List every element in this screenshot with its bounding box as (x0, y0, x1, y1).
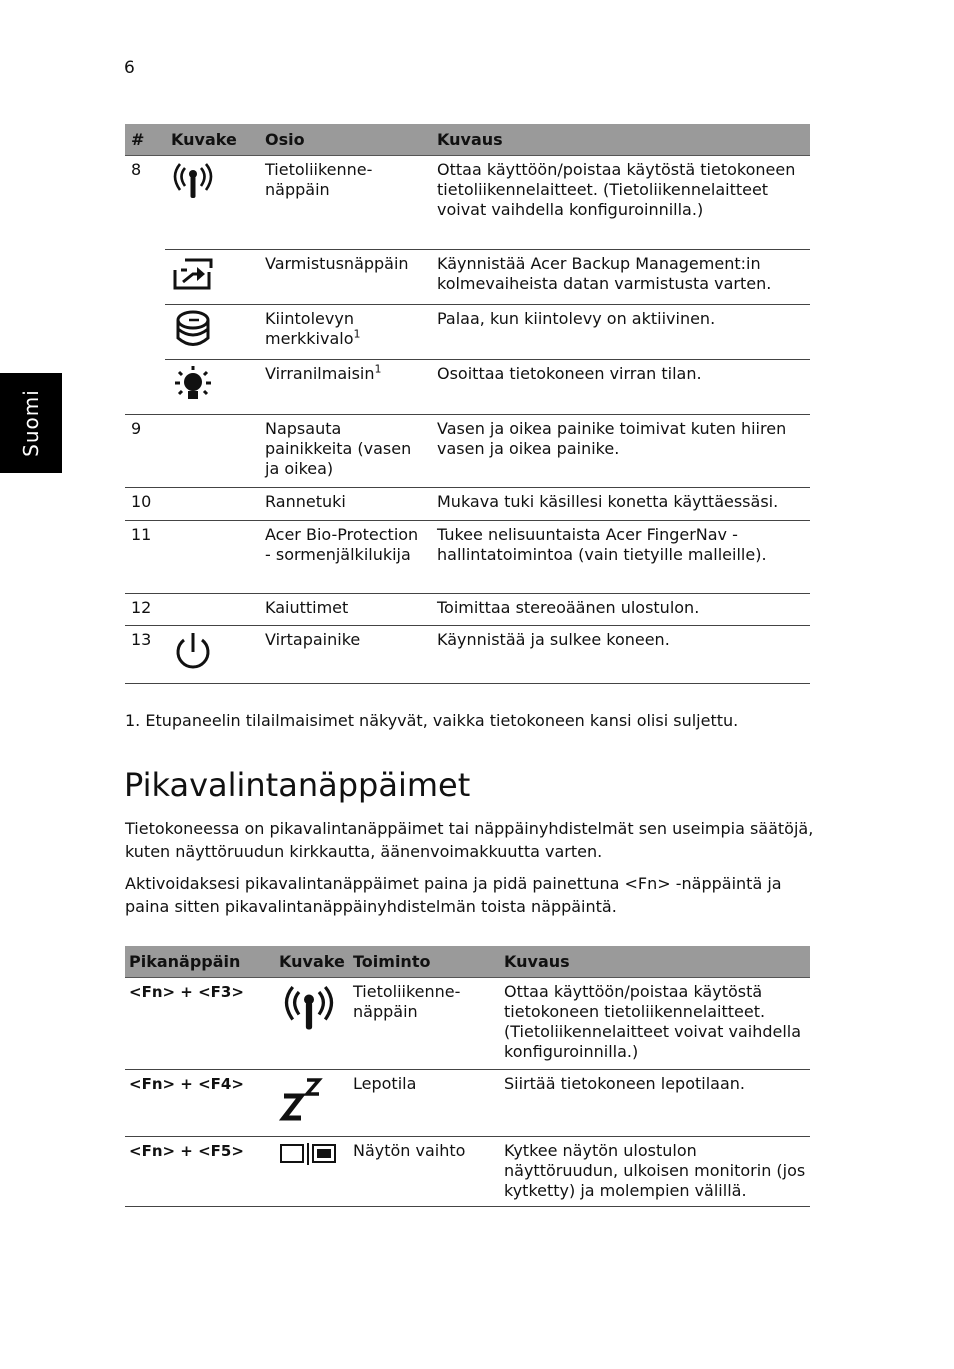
row-name: Napsauta painikkeita (vasen ja oikea) (259, 415, 431, 488)
row-hotkey: <Fn> + <F4> (125, 1070, 275, 1137)
row-icon-cell (165, 488, 259, 521)
power-indicator-icon (171, 364, 215, 404)
row-description: Tukee nelisuuntaista Acer FingerNav -hallintatoimintoa (vain tietyille malleille). (431, 521, 810, 594)
side-tab (0, 373, 62, 473)
row-icon-cell (275, 1070, 349, 1137)
table-row (125, 594, 810, 626)
row-function: Tietoliikenne-näppäin (353, 982, 461, 1021)
row-name-text: Kiintolevyn merkkivalo (265, 309, 354, 348)
hotkeys-table (125, 946, 810, 1207)
row-description: Osoittaa tietokoneen virran tilan. (431, 360, 810, 415)
row-description: Käynnistää Acer Backup Management:in kolmevaiheista datan varmistusta varten. (431, 250, 810, 305)
row-name-text: Virranilmaisin (265, 364, 375, 383)
row-num (125, 250, 165, 305)
table-header-row (125, 946, 810, 978)
power-button-icon (171, 630, 215, 672)
row-description: Käynnistää ja sulkee koneen. (431, 626, 810, 684)
row-icon-cell (165, 521, 259, 594)
table-row (125, 1137, 810, 1207)
hdd-icon (171, 309, 215, 349)
row-icon-cell (165, 250, 259, 305)
row-icon-cell (165, 415, 259, 488)
row-num: 11 (125, 521, 165, 594)
header-icon: Kuvake (165, 124, 259, 156)
table-row (125, 521, 810, 594)
row-name: Kaiuttimet (259, 594, 431, 626)
row-hotkey: <Fn> + <F5> (125, 1137, 275, 1207)
table-row (125, 415, 810, 488)
components-table (125, 124, 810, 684)
sleep-icon (279, 1074, 329, 1126)
row-description: Vasen ja oikea painike toimivat kuten hiiren vasen ja oikea painike. (431, 415, 810, 488)
row-name: Acer Bio-Protection - sormenjälkilukija (259, 521, 431, 594)
row-description: Palaa, kun kiintolevy on aktiivinen. (431, 305, 810, 360)
table-row (125, 156, 810, 250)
row-function: Näytön vaihto (349, 1137, 500, 1207)
paragraph: Tietokoneessa on pikavalintanäppäimet tai näppäinyhdistelmät sen useimpia säätöjä, kuten näyttöruudun kirkkautta, äänenvoimakkuutta varten. (125, 819, 814, 861)
table-row (125, 305, 810, 360)
row-description: Ottaa käyttöön/poistaa käytöstä tietokoneen tietoliikennelaitteet. (Tietoliikennelaitteet voivat vaihdella konfiguroinnilla.) (504, 982, 802, 1061)
row-num: 8 (131, 160, 142, 179)
row-icon-cell (275, 978, 349, 1070)
backup-icon (171, 254, 215, 292)
row-name (259, 305, 431, 360)
row-icon-cell (275, 1137, 349, 1207)
header-description: Kuvaus (500, 946, 810, 978)
row-description: Siirtää tietokoneen lepotilaan. (500, 1070, 810, 1137)
row-icon-cell (165, 156, 259, 250)
footnote-marker: 1 (353, 327, 361, 341)
wireless-icon (279, 982, 339, 1032)
footnote: 1. Etupaneelin tilailmaisimet näkyvät, vaikka tietokoneen kansi olisi suljettu. (125, 711, 739, 730)
row-name: Virtapainike (259, 626, 431, 684)
row-icon-cell (165, 360, 259, 415)
row-icon-cell (165, 626, 259, 684)
table-row (125, 250, 810, 305)
row-num (125, 360, 165, 415)
header-description: Kuvaus (431, 124, 810, 156)
row-num: 12 (125, 594, 165, 626)
page-number: 6 (124, 58, 135, 78)
section-title: Pikavalintanäppäimet (124, 766, 471, 804)
row-num: 13 (125, 626, 165, 684)
row-description: Mukava tuki käsillesi konetta käyttäessäsi. (431, 488, 810, 521)
row-name (259, 360, 431, 415)
header-hotkey: Pikanäppäin (125, 946, 275, 978)
header-item: Osio (259, 124, 431, 156)
side-tab-label: Suomi (19, 389, 43, 457)
paragraph: Aktivoidaksesi pikavalintanäppäimet paina ja pidä painettuna <Fn> -näppäintä ja paina sitten pikavalintanäppäinyhdistelmän toista näppäintä. (125, 874, 782, 916)
wireless-icon (171, 160, 215, 200)
header-function: Toiminto (349, 946, 500, 978)
header-icon: Kuvake (275, 946, 349, 978)
row-num: 9 (125, 415, 165, 488)
display-toggle-icon (279, 1141, 339, 1167)
row-icon-cell (165, 594, 259, 626)
row-function: Lepotila (349, 1070, 500, 1137)
table-row (125, 1070, 810, 1137)
table-row (125, 360, 810, 415)
row-name: Rannetuki (259, 488, 431, 521)
table-row (125, 626, 810, 684)
header-num: # (125, 124, 165, 156)
row-num: 10 (125, 488, 165, 521)
row-num (125, 305, 165, 360)
table-row (125, 978, 810, 1070)
row-name: Tietoliikenne-näppäin (265, 160, 373, 199)
footnote-marker: 1 (374, 362, 382, 376)
row-description: Toimittaa stereoäänen ulostulon. (431, 594, 810, 626)
row-description: Kytkee näytön ulostulon näyttöruudun, ulkoisen monitorin (jos kytketty) ja molempien välillä. (500, 1137, 810, 1207)
table-header-row (125, 124, 810, 156)
row-name: Varmistusnäppäin (259, 250, 431, 305)
row-icon-cell (165, 305, 259, 360)
table-row (125, 488, 810, 521)
row-hotkey: <Fn> + <F3> (129, 983, 244, 1001)
row-description: Ottaa käyttöön/poistaa käytöstä tietokoneen tietoliikennelaitteet. (Tietoliikennelaitteet voivat vaihdella konfiguroinnilla.) (437, 160, 796, 219)
